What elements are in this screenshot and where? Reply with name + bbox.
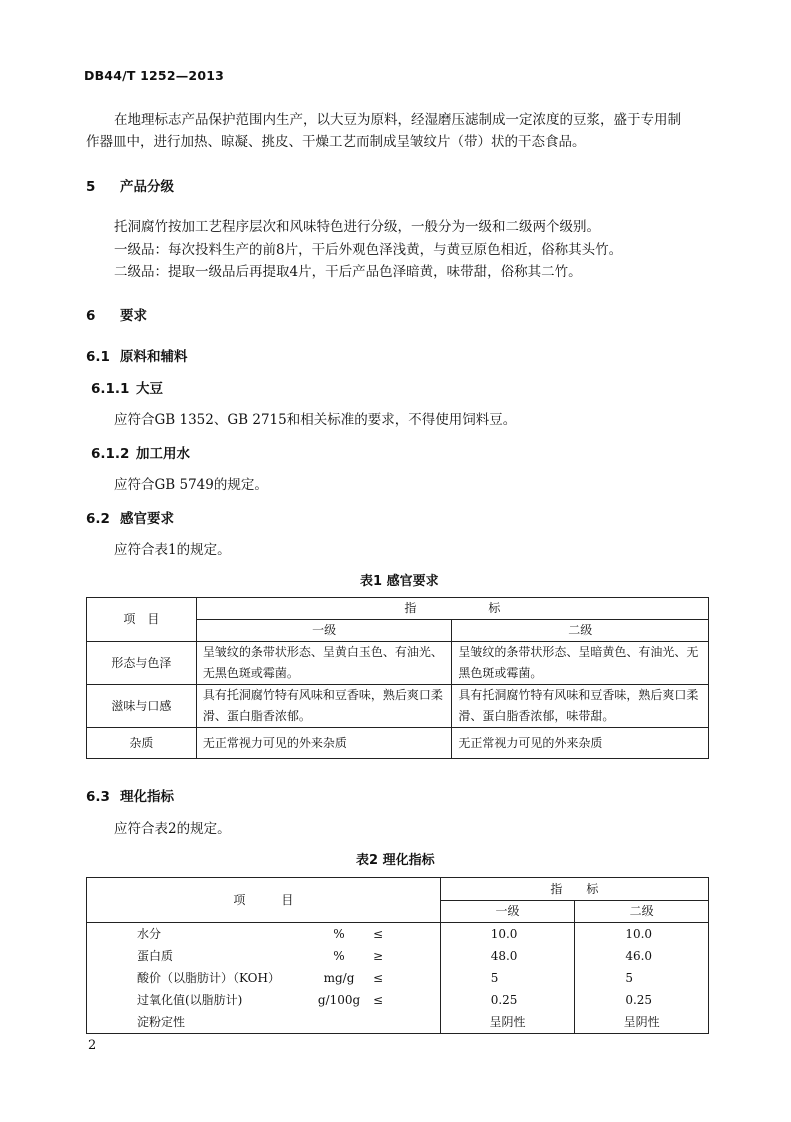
cell-value: 48.0 <box>490 949 518 963</box>
row-grade-2 <box>575 1011 709 1034</box>
cell-line: 无正常视力可见的外来杂质 <box>202 735 347 750</box>
table-row <box>87 989 709 1011</box>
section-number: 5 <box>86 179 96 195</box>
section-number: 6.3 <box>86 789 110 805</box>
row-unit: mg/g <box>323 971 355 985</box>
row-grade-1 <box>440 967 575 989</box>
table-2-caption: 表2 理化指标 <box>356 853 435 868</box>
cell-value: 10.0 <box>490 927 518 941</box>
row-name: 过氧化值(以脂肪计) <box>137 993 243 1007</box>
row-item <box>87 945 441 967</box>
row-grade-2 <box>452 685 709 728</box>
table-row <box>87 1011 709 1034</box>
row-grade-1 <box>440 989 575 1011</box>
cell-line: 呈皱纹的条带状形态、呈黄白玉色、有油光、 <box>202 645 443 659</box>
cell-line: 呈皱纹的条带状形态、呈暗黄色、有油光、无 <box>458 645 699 659</box>
table-row <box>87 728 709 759</box>
table-row <box>87 945 709 967</box>
table-header-grade-2: 二级 <box>575 900 709 923</box>
table-row <box>87 685 709 728</box>
page-number: 2 <box>88 1038 97 1053</box>
row-grade-2 <box>452 728 709 759</box>
cell-value: 0.25 <box>490 993 518 1007</box>
cell-line: 具有托洞腐竹特有风味和豆香味，熟后爽口柔 <box>458 688 699 702</box>
cell-line: 无正常视力可见的外来杂质 <box>458 735 603 750</box>
row-operator: ≥ <box>372 949 384 963</box>
row-name: 蛋白质 <box>137 949 174 963</box>
table-row <box>87 642 709 685</box>
cell-line: 滑、蛋白脂香浓郁。 <box>202 709 311 723</box>
row-grade-1 <box>440 1011 575 1034</box>
table-header-grade-2: 二级 <box>452 620 709 642</box>
row-operator <box>363 1012 393 1032</box>
row-grade-1 <box>196 685 452 728</box>
row-item <box>87 1011 441 1034</box>
row-item: 杂质 <box>87 728 197 759</box>
section-6-1-2-heading <box>91 442 190 462</box>
row-grade-1 <box>440 923 575 946</box>
row-grade-2 <box>575 967 709 989</box>
section-number: 6.1.1 <box>91 381 130 397</box>
section-6-heading <box>86 304 147 324</box>
section-5-para-3: 二级品：提取一级品后再提取4片，干后产品色泽暗黄，味带甜，俗称其二竹。 <box>114 264 582 280</box>
row-name: 水分 <box>137 927 162 941</box>
table-1-sensory <box>86 597 709 759</box>
table-header-index: 指 标 <box>440 878 708 901</box>
table-row <box>87 923 709 946</box>
row-unit: % <box>333 927 345 941</box>
intro-line-1: 在地理标志产品保护范围内生产，以大豆为原料，经湿磨压滤制成一定浓度的豆浆，盛于专用制 <box>114 112 681 128</box>
section-5-para-2: 一级品：每次投料生产的前8片，干后外观色泽浅黄，与黄豆原色相近，俗称其头竹。 <box>114 242 623 258</box>
row-operator: ≤ <box>372 993 384 1007</box>
row-grade-1 <box>196 642 452 685</box>
section-6-1-heading <box>86 345 188 365</box>
cell-value: 10.0 <box>625 927 653 941</box>
table-header-index: 指 标 <box>196 598 708 620</box>
table-1-caption: 表1 感官要求 <box>360 574 439 589</box>
row-unit: % <box>333 949 345 963</box>
row-grade-1 <box>196 728 452 759</box>
cell-value: 呈阴性 <box>489 1015 526 1029</box>
table-row <box>87 967 709 989</box>
cell-value: 5 <box>490 971 499 985</box>
row-grade-2 <box>452 642 709 685</box>
row-name: 酸价（以脂肪计）（KOH） <box>137 971 280 985</box>
row-operator: ≤ <box>372 927 384 941</box>
section-title: 大豆 <box>136 381 163 397</box>
section-number: 6.2 <box>86 511 110 527</box>
cell-value: 46.0 <box>625 949 653 963</box>
section-6-1-2-text: 应符合GB 5749的规定。 <box>114 477 268 493</box>
section-title: 加工用水 <box>136 446 190 462</box>
section-6-3-text: 应符合表2的规定。 <box>114 821 231 837</box>
row-unit: g/100g <box>317 993 361 1007</box>
section-title: 产品分级 <box>120 179 174 195</box>
section-6-1-1-heading <box>91 377 163 397</box>
cell-value: 呈阴性 <box>623 1015 660 1029</box>
cell-line: 黑色斑或霉菌。 <box>458 666 543 680</box>
cell-value: 5 <box>625 971 633 985</box>
cell-line: 具有托洞腐竹特有风味和豆香味，熟后爽口柔 <box>202 688 443 702</box>
table-header-item: 项 目 <box>87 878 441 923</box>
row-grade-2 <box>575 923 709 946</box>
cell-line: 滑、蛋白脂香浓郁，味带甜。 <box>458 709 615 723</box>
table-header-item: 项 目 <box>87 598 197 642</box>
section-title: 要求 <box>120 308 147 324</box>
document-id: DB44/T 1252—2013 <box>84 68 225 83</box>
section-number: 6.1 <box>86 349 110 365</box>
row-grade-2 <box>575 945 709 967</box>
row-operator: ≤ <box>372 971 384 985</box>
section-6-2-text: 应符合表1的规定。 <box>114 542 231 558</box>
section-title: 感官要求 <box>120 511 174 527</box>
row-item <box>87 923 441 946</box>
table-2-physicochemical <box>86 877 709 1034</box>
row-grade-2 <box>575 989 709 1011</box>
cell-line: 无黑色斑或霉菌。 <box>202 666 299 680</box>
row-item: 形态与色泽 <box>87 642 197 685</box>
section-6-1-1-text: 应符合GB 1352、GB 2715和相关标准的要求，不得使用饲料豆。 <box>114 412 517 428</box>
section-title: 理化指标 <box>120 789 174 805</box>
table-header-grade-1: 一级 <box>440 900 575 923</box>
row-item: 滋味与口感 <box>87 685 197 728</box>
section-number: 6.1.2 <box>91 446 130 462</box>
table-header-grade-1: 一级 <box>196 620 452 642</box>
row-unit <box>315 1012 363 1032</box>
section-5-heading <box>86 175 174 195</box>
section-title: 原料和辅料 <box>120 349 188 365</box>
row-name: 淀粉定性 <box>137 1015 186 1029</box>
section-number: 6 <box>86 308 96 324</box>
row-item <box>87 967 441 989</box>
section-6-3-heading <box>86 785 174 805</box>
section-6-2-heading <box>86 507 174 527</box>
intro-line-2: 作器皿中，进行加热、晾凝、挑皮、干燥工艺而制成呈皱纹片（带）状的干态食品。 <box>86 134 586 150</box>
row-item <box>87 989 441 1011</box>
cell-value: 0.25 <box>625 993 653 1007</box>
section-5-para-1: 托洞腐竹按加工艺程序层次和风味特色进行分级，一般分为一级和二级两个级别。 <box>114 219 600 235</box>
row-grade-1 <box>440 945 575 967</box>
